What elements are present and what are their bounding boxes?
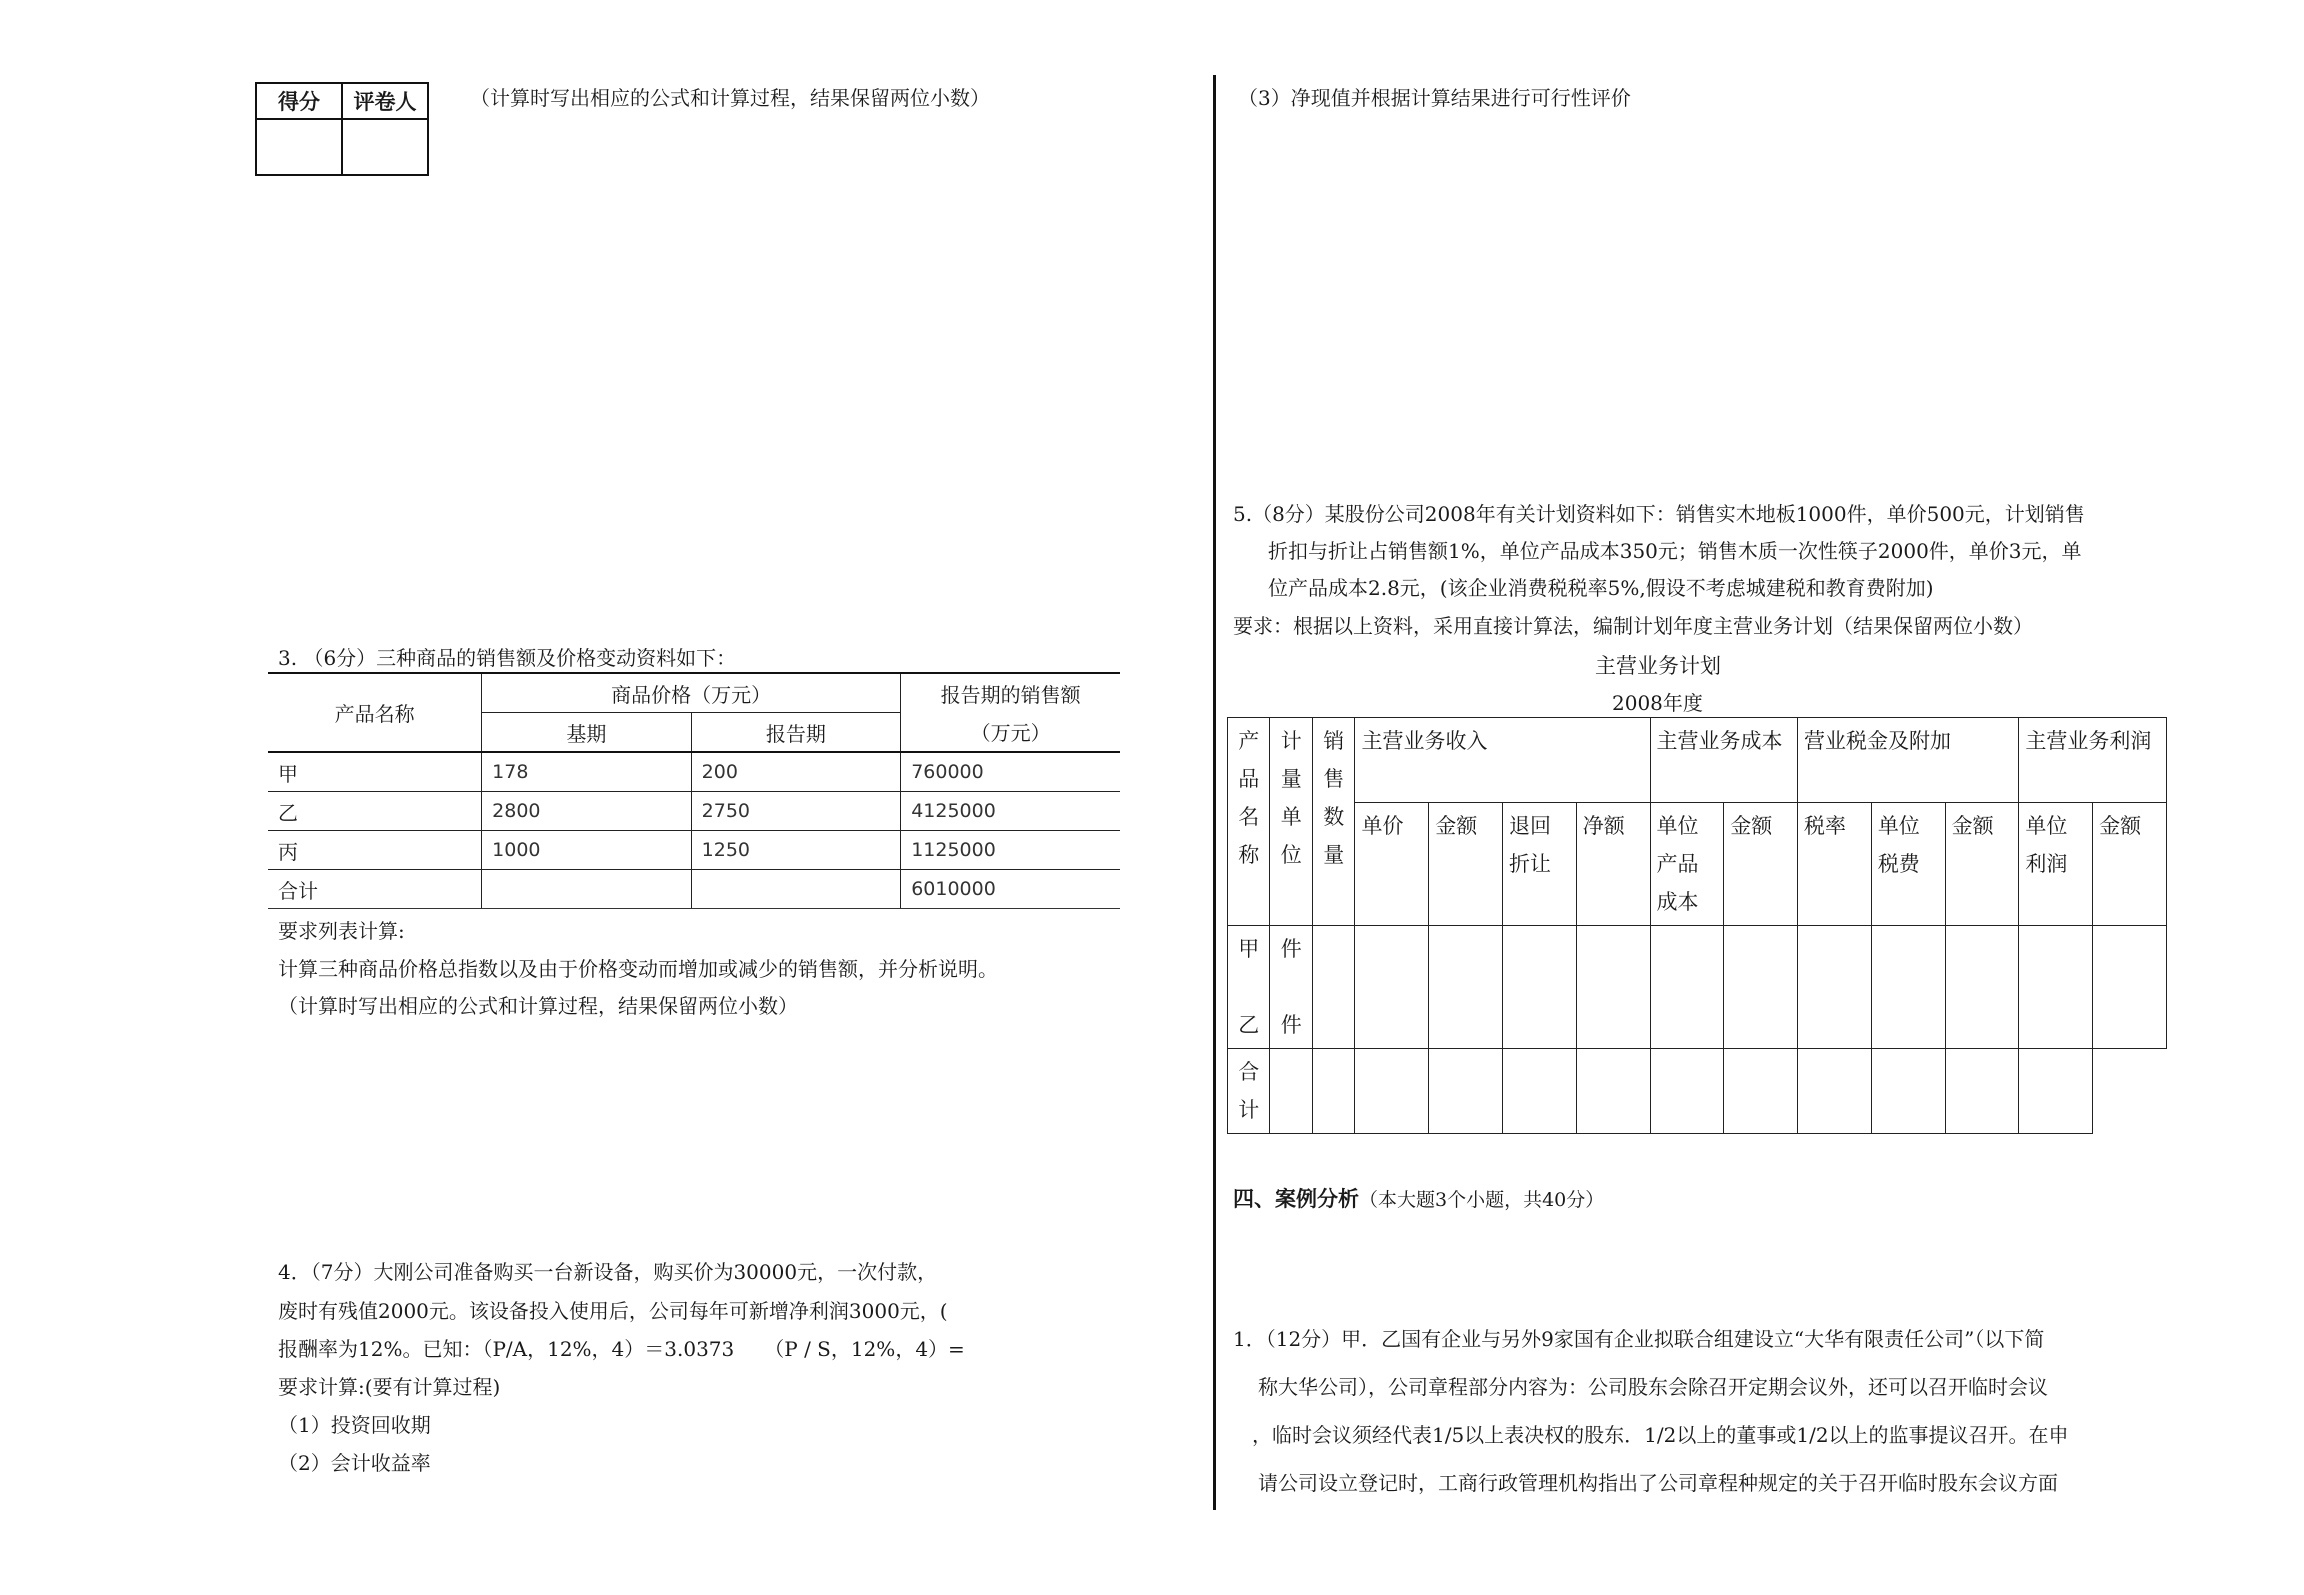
cell	[1270, 1049, 1312, 1134]
col-product: 产品名称	[268, 673, 482, 752]
report-price	[691, 870, 901, 909]
cell	[1429, 1049, 1503, 1134]
header-revenue: 主营业务收入	[1355, 718, 1650, 803]
cell	[1871, 926, 1945, 1049]
cell	[1502, 926, 1576, 1049]
cell	[1650, 926, 1724, 1049]
row-units	[1270, 926, 1312, 1049]
report-sales: 6010000	[901, 870, 1120, 909]
sub-amount: 金额	[1429, 803, 1503, 926]
row-product-names	[1228, 926, 1270, 1049]
q2-note: （计算时写出相应的公式和计算过程，结果保留两位小数）	[470, 86, 990, 110]
cell	[2093, 926, 2167, 1049]
base-price: 1000	[482, 831, 692, 870]
case1-line-3: ，临时会议须经代表1/5以上表决权的股东．1/2以上的董事或1/2以上的监事提议召开。在申	[1252, 1423, 2069, 1447]
col-price: 商品价格（万元）	[482, 673, 901, 713]
sub-price: 单价	[1355, 803, 1429, 926]
table-row	[1228, 926, 2167, 1049]
sub-discount: 退回折让	[1502, 803, 1576, 926]
product-name: 丙	[268, 831, 482, 870]
table-row	[268, 870, 1120, 909]
base-price: 2800	[482, 792, 692, 831]
table-row	[268, 752, 1120, 792]
cell	[1312, 1049, 1354, 1134]
cell	[2019, 926, 2093, 1049]
cell	[1724, 926, 1798, 1049]
report-sales: 760000	[901, 752, 1120, 792]
table-row	[1228, 1049, 2167, 1134]
row-2-name: 乙	[1238, 1013, 1260, 1037]
col-sales-unit: （万元）	[901, 713, 1120, 753]
cell	[1798, 926, 1872, 1049]
sub-tax-rate: 税率	[1798, 803, 1872, 926]
q4-item-1: （1）投资回收期	[278, 1413, 431, 1437]
cell	[1650, 1049, 1724, 1134]
section4-heading	[1233, 1183, 1604, 1213]
header-profit: 主营业务利润	[2019, 718, 2167, 803]
total-label: 合计	[1228, 1049, 1270, 1134]
grader-label: 评卷人	[342, 83, 428, 119]
sub-cost-amount: 金额	[1724, 803, 1798, 926]
cell	[1871, 1049, 1945, 1134]
section4-title: 四、案例分析	[1233, 1187, 1359, 1211]
col-sales: 报告期的销售额	[901, 673, 1120, 713]
case1-line-4: 请公司设立登记时，工商行政管理机构指出了公司章程种规定的关于召开临时股东会议方面	[1258, 1471, 2058, 1495]
cell	[1355, 1049, 1429, 1134]
sub-net: 净额	[1576, 803, 1650, 926]
header-product: 产品名称	[1228, 718, 1270, 926]
header-qty: 销售数量	[1312, 718, 1354, 926]
case1-line-2: 称大华公司），公司章程部分内容为：公司股东会除召开定期会议外，还可以召开临时会议	[1258, 1375, 2048, 1399]
q4-line-3: 报酬率为12%。已知：（P/A，12%，4）＝3.0373 （P / S，12%，4）=	[278, 1337, 965, 1361]
base-price: 178	[482, 752, 692, 792]
sub-tax-amount: 金额	[1945, 803, 2019, 926]
cell	[1355, 926, 1429, 1049]
table-row	[268, 792, 1120, 831]
page-divider	[1213, 75, 1216, 1510]
q4-line-4: 要求计算:(要有计算过程)	[278, 1375, 501, 1399]
cell	[1945, 926, 2019, 1049]
price-table	[268, 672, 1120, 909]
q3-requirement-3: （计算时写出相应的公式和计算过程，结果保留两位小数）	[278, 994, 798, 1018]
plan-year: 2008年度	[1612, 691, 1703, 715]
q5-requirement: 要求：根据以上资料，采用直接计算法，编制计划年度主营业务计划（结果保留两位小数）	[1233, 614, 2033, 638]
sub-unit-tax: 单位税费	[1871, 803, 1945, 926]
report-price: 2750	[691, 792, 901, 831]
q4-item-3: （3）净现值并根据计算结果进行可行性评价	[1238, 86, 1631, 110]
cell	[1798, 1049, 1872, 1134]
col-base: 基期	[482, 713, 692, 753]
cell	[1945, 1049, 2019, 1134]
q5-line-2: 折扣与折让占销售额1%，单位产品成本350元；销售木质一次性筷子2000件，单价3元，单	[1268, 539, 2082, 563]
grader-cell	[342, 119, 428, 175]
case1-line-1: 1．（12分）甲．乙国有企业与另外9家国有企业拟联合组建设立“大华有限责任公司”（以下简	[1233, 1327, 2045, 1351]
table-row	[268, 831, 1120, 870]
report-sales: 4125000	[901, 792, 1120, 831]
report-sales: 1125000	[901, 831, 1120, 870]
q4-item-2: （2）会计收益率	[278, 1451, 431, 1475]
q3-title: 3. （6分）三种商品的销售额及价格变动资料如下：	[278, 646, 737, 670]
cell	[2019, 1049, 2093, 1134]
product-name: 乙	[268, 792, 482, 831]
col-report: 报告期	[691, 713, 901, 753]
business-plan-table	[1227, 717, 2167, 1134]
q5-line-1: 5.（8分）某股份公司2008年有关计划资料如下：销售实木地板1000件，单价500元，计划销售	[1233, 502, 2085, 526]
cell	[1429, 926, 1503, 1049]
header-cost: 主营业务成本	[1650, 718, 1798, 803]
q3-requirement-1: 要求列表计算:	[278, 919, 405, 943]
row-2-unit: 件	[1280, 1013, 1302, 1037]
report-price: 1250	[691, 831, 901, 870]
report-price: 200	[691, 752, 901, 792]
cell	[1502, 1049, 1576, 1134]
score-cell	[256, 119, 342, 175]
score-box	[255, 82, 429, 176]
cell	[1724, 1049, 1798, 1134]
q4-line-2: 废时有残值2000元。该设备投入使用后，公司每年可新增净利润3000元，(	[278, 1299, 948, 1323]
row-1-unit: 件	[1280, 937, 1302, 961]
q3-requirement-2: 计算三种商品价格总指数以及由于价格变动而增加或减少的销售额，并分析说明。	[278, 957, 998, 981]
header-tax: 营业税金及附加	[1798, 718, 2019, 803]
row-1-name: 甲	[1238, 937, 1260, 961]
product-name: 合计	[268, 870, 482, 909]
q5-line-3: 位产品成本2.8元，(该企业消费税税率5%,假设不考虑城建税和教育费附加)	[1268, 576, 1934, 600]
sub-unit-cost: 单位产品成本	[1650, 803, 1724, 926]
plan-title: 主营业务计划	[1595, 654, 1721, 678]
q4-line-1: 4．（7分）大刚公司准备购买一台新设备，购买价为30000元，一次付款，	[278, 1260, 938, 1284]
cell	[1312, 926, 1354, 1049]
cell	[1576, 926, 1650, 1049]
header-unit: 计量单位	[1270, 718, 1312, 926]
sub-unit-profit: 单位利润	[2019, 803, 2093, 926]
product-name: 甲	[268, 752, 482, 792]
cell	[1576, 1049, 1650, 1134]
section4-note: （本大题3个小题，共40分）	[1359, 1189, 1605, 1211]
sub-profit-amount: 金额	[2093, 803, 2167, 926]
score-label: 得分	[256, 83, 342, 119]
base-price	[482, 870, 692, 909]
